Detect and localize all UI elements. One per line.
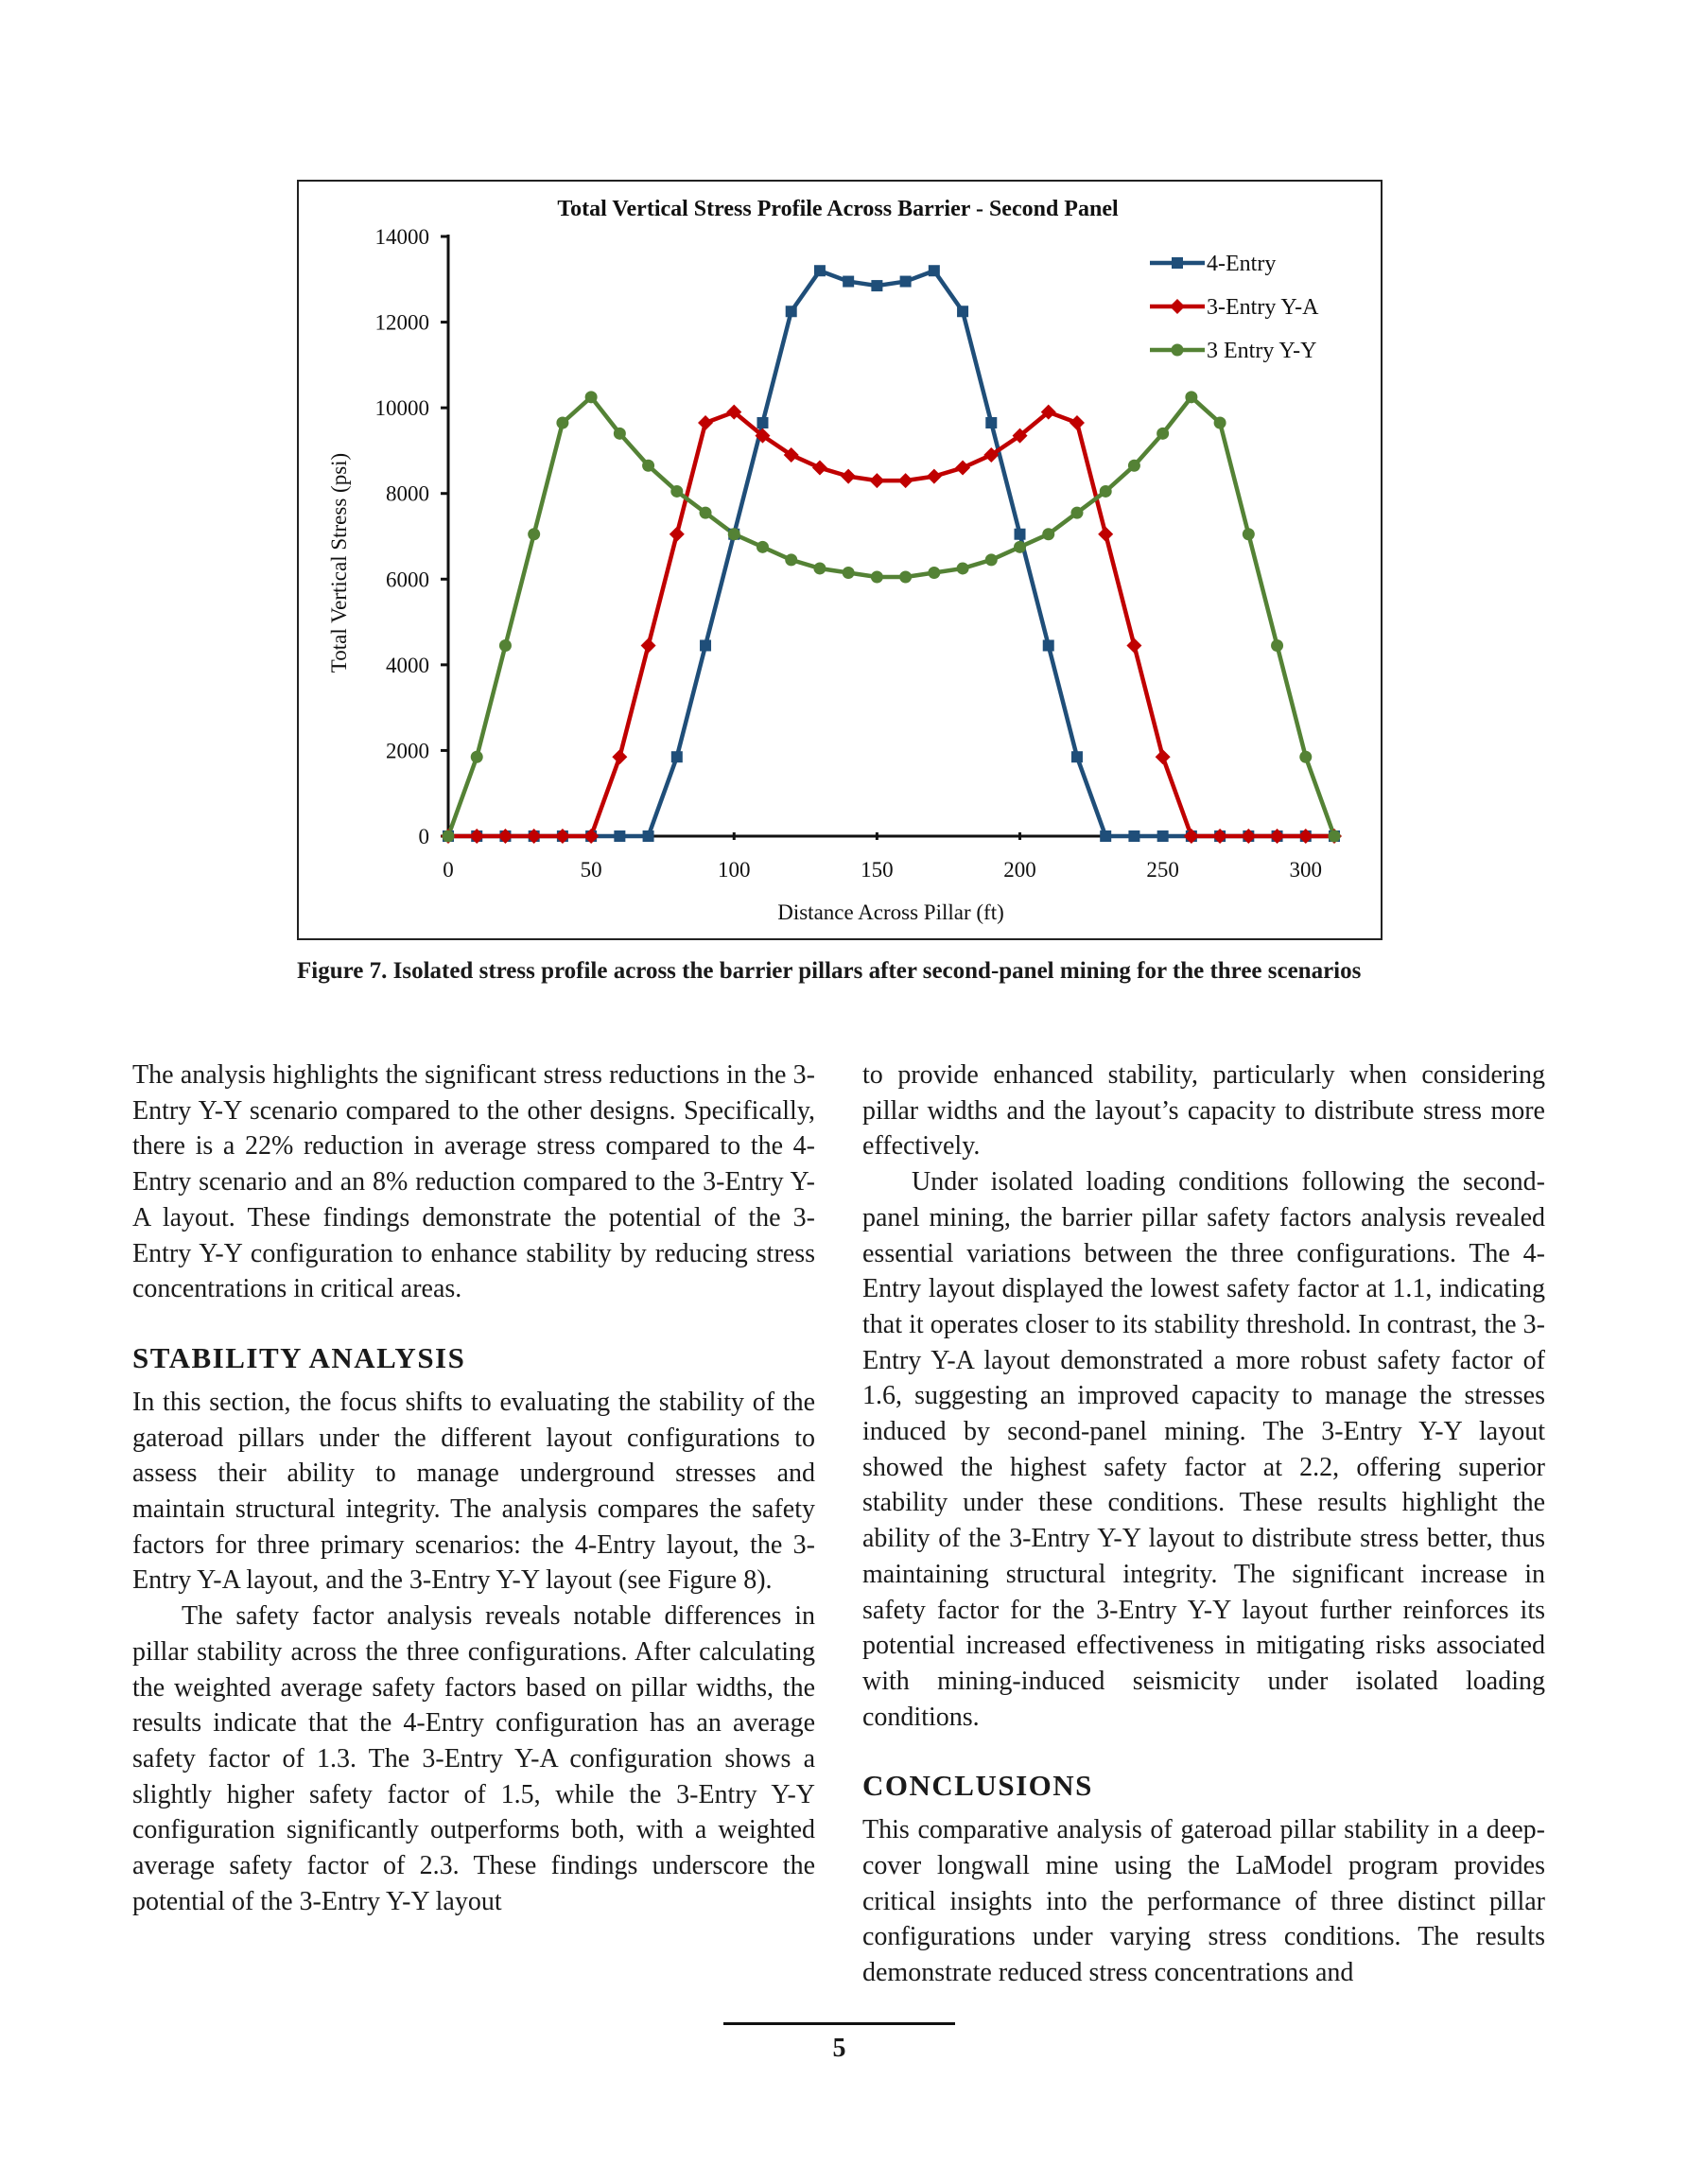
- data-point: [671, 751, 683, 762]
- data-point: [642, 460, 654, 472]
- data-point: [1299, 751, 1312, 763]
- paragraph-stability-intro: In this section, the focus shifts to evaluating the stability of the gateroad pillars under the different layout configurations to assess their ability to manage underground stresses and maintain structural integrity. The analysis compares the safety factors for three primary scenarios: the 4-Entry layout, the 3-Entry Y-A layout, and the 3-Entry Y-Y layout (see Figure 8).: [132, 1387, 815, 1596]
- data-point: [614, 830, 625, 842]
- x-axis-label: Distance Across Pillar (ft): [777, 900, 1004, 924]
- page-number: 5: [832, 2034, 846, 2063]
- data-point: [614, 428, 626, 440]
- y-tick-label: 4000: [386, 653, 429, 677]
- data-point: [670, 527, 685, 542]
- legend-entry: 3 Entry Y-Y: [1207, 339, 1317, 363]
- data-point: [899, 571, 912, 584]
- data-point: [1329, 830, 1341, 843]
- data-point: [812, 461, 827, 476]
- left-column: [132, 1057, 815, 1919]
- data-point: [1014, 541, 1026, 553]
- data-point: [1271, 639, 1283, 652]
- paragraph-enhanced-stability: to provide enhanced stability, particularly when considering pillar widths and the layout’s capacity to distribute stress more effectively.: [862, 1060, 1545, 1162]
- data-point: [757, 417, 768, 428]
- data-point: [499, 639, 512, 652]
- legend-marker: [1172, 257, 1183, 269]
- series-line-0: [448, 271, 1334, 836]
- data-point: [1098, 527, 1113, 542]
- data-point: [1214, 416, 1226, 428]
- data-point: [556, 416, 568, 428]
- data-point: [928, 567, 940, 579]
- data-point: [585, 391, 598, 403]
- data-point: [1185, 391, 1197, 403]
- data-point: [443, 830, 455, 843]
- data-point: [955, 461, 970, 476]
- data-point: [528, 528, 540, 540]
- x-tick-label: 250: [1146, 858, 1179, 882]
- x-tick-label: 150: [861, 858, 894, 882]
- data-point: [1070, 507, 1083, 519]
- page-number-rule: [723, 2022, 955, 2025]
- data-point: [1015, 529, 1026, 540]
- paragraph-stress-reductions: The analysis highlights the significant stress reductions in the 3-Entry Y-Y scenario compared to the other designs. Specifically, there is a 22% reduction in average stress compared to the 4-Entry scenario and an 8% reduction compared to the 3-Entry Y-A layout. These findings demonstrate the potential of the 3-Entry Y-Y configuration to enhance stability by reducing stress concentrations in critical areas.: [132, 1060, 815, 1304]
- data-point: [841, 469, 856, 484]
- legend-entry: 4-Entry: [1207, 252, 1277, 276]
- y-tick-label: 12000: [374, 310, 429, 335]
- data-point: [698, 415, 713, 430]
- data-point: [670, 485, 683, 498]
- data-point: [929, 265, 940, 276]
- legend-entry: 3-Entry Y-A: [1207, 295, 1319, 320]
- data-point: [1243, 528, 1255, 540]
- data-point: [1070, 415, 1085, 430]
- data-point: [1071, 751, 1083, 762]
- x-tick-label: 0: [443, 858, 454, 882]
- x-tick-label: 100: [718, 858, 751, 882]
- right-column: [862, 1057, 1545, 1991]
- data-point: [869, 473, 884, 488]
- data-point: [813, 562, 826, 574]
- legend-marker: [1170, 299, 1185, 314]
- paragraph-safety-factor: The safety factor analysis reveals notable differences in pillar stability across the three configurations. After calculating the weighted average safety factors based on pillar widths, the results indicate that the 4-Entry configuration has an average safety factor of 1.3. The 3-Entry Y-A configuration shows a slightly higher safety factor of 1.5, while the 3-Entry Y-Y configuration significantly outperforms both, with a weighted average safety factor of 2.3. These findings underscore the potential of the 3-Entry Y-Y layout: [132, 1601, 815, 1916]
- data-point: [786, 306, 797, 317]
- data-point: [898, 473, 913, 488]
- data-point: [1157, 428, 1169, 440]
- data-point: [871, 571, 883, 584]
- stress-profile-chart: [299, 182, 1381, 938]
- figure-caption: Figure 7. Isolated stress profile across the barrier pillars after second-panel mining for the three scenarios: [297, 958, 1362, 984]
- data-point: [1126, 638, 1141, 653]
- paragraph-conclusions: This comparative analysis of gateroad pillar stability in a deep-cover longwall mine using the LaModel program provides critical insights into the performance of three distinct pillar configurations under varying stress conditions. The results demonstrate reduced stress concentrations and: [862, 1815, 1545, 1988]
- series-line-2: [448, 397, 1334, 836]
- y-tick-label: 6000: [386, 568, 429, 592]
- data-point: [843, 276, 854, 288]
- data-point: [985, 553, 998, 566]
- data-point: [612, 749, 627, 764]
- section-heading-conclusions: CONCLUSIONS: [862, 1769, 1093, 1803]
- data-point: [957, 306, 968, 317]
- data-point: [785, 553, 797, 566]
- y-tick-label: 14000: [374, 225, 429, 249]
- data-point: [728, 528, 740, 540]
- data-point: [757, 541, 769, 553]
- data-point: [643, 830, 654, 842]
- data-point: [1128, 830, 1139, 842]
- y-tick-label: 8000: [386, 481, 429, 506]
- data-point: [1157, 830, 1169, 842]
- data-point: [871, 280, 882, 291]
- data-point: [900, 276, 912, 288]
- data-point: [1043, 639, 1054, 651]
- chart-title: Total Vertical Stress Profile Across Barrier - Second Panel: [557, 197, 1119, 221]
- data-point: [1100, 485, 1112, 498]
- legend-marker: [1172, 344, 1184, 357]
- data-point: [1156, 749, 1171, 764]
- y-tick-label: 2000: [386, 739, 429, 763]
- y-tick-label: 10000: [374, 396, 429, 421]
- section-heading-stability-analysis: STABILITY ANALYSIS: [132, 1340, 466, 1374]
- data-point: [1042, 528, 1054, 540]
- data-point: [700, 507, 712, 519]
- figure-7-chart: [297, 180, 1383, 940]
- data-point: [471, 751, 483, 763]
- data-point: [700, 639, 711, 651]
- y-tick-label: 0: [418, 825, 429, 848]
- data-point: [641, 638, 656, 653]
- x-tick-label: 200: [1003, 858, 1036, 882]
- data-point: [843, 567, 855, 579]
- y-axis-label: Total Vertical Stress (psi): [327, 452, 351, 673]
- data-point: [985, 417, 997, 428]
- data-point: [1100, 830, 1111, 842]
- data-point: [1128, 460, 1140, 472]
- data-point: [814, 265, 826, 276]
- series-line-1: [448, 412, 1334, 836]
- data-point: [957, 562, 969, 574]
- paragraph-isolated-loading: Under isolated loading conditions following the second-panel mining, the barrier pillar safety factors analysis revealed essential variations between the three configurations. The 4-Entry layout displayed the lowest safety factor at 1.1, indicating that it operates closer to its stability threshold. In contrast, the 3-Entry Y-A layout demonstrated a more robust safety factor of 1.6, suggesting an improved capacity to manage the stresses induced by second-panel mining. The 3-Entry Y-Y layout showed the highest safety factor at 2.2, offering superior stability under these conditions. These results highlight the ability of the 3-Entry Y-Y layout to distribute stress better, thus maintaining structural integrity. The significant increase in safety factor for the 3-Entry Y-Y layout further reinforces its potential increased effectiveness in mitigating risks associated with mining-induced seismicity under isolated loading conditions.: [862, 1167, 1545, 1732]
- x-tick-label: 300: [1289, 858, 1323, 882]
- data-point: [927, 469, 942, 484]
- x-tick-label: 50: [580, 858, 602, 882]
